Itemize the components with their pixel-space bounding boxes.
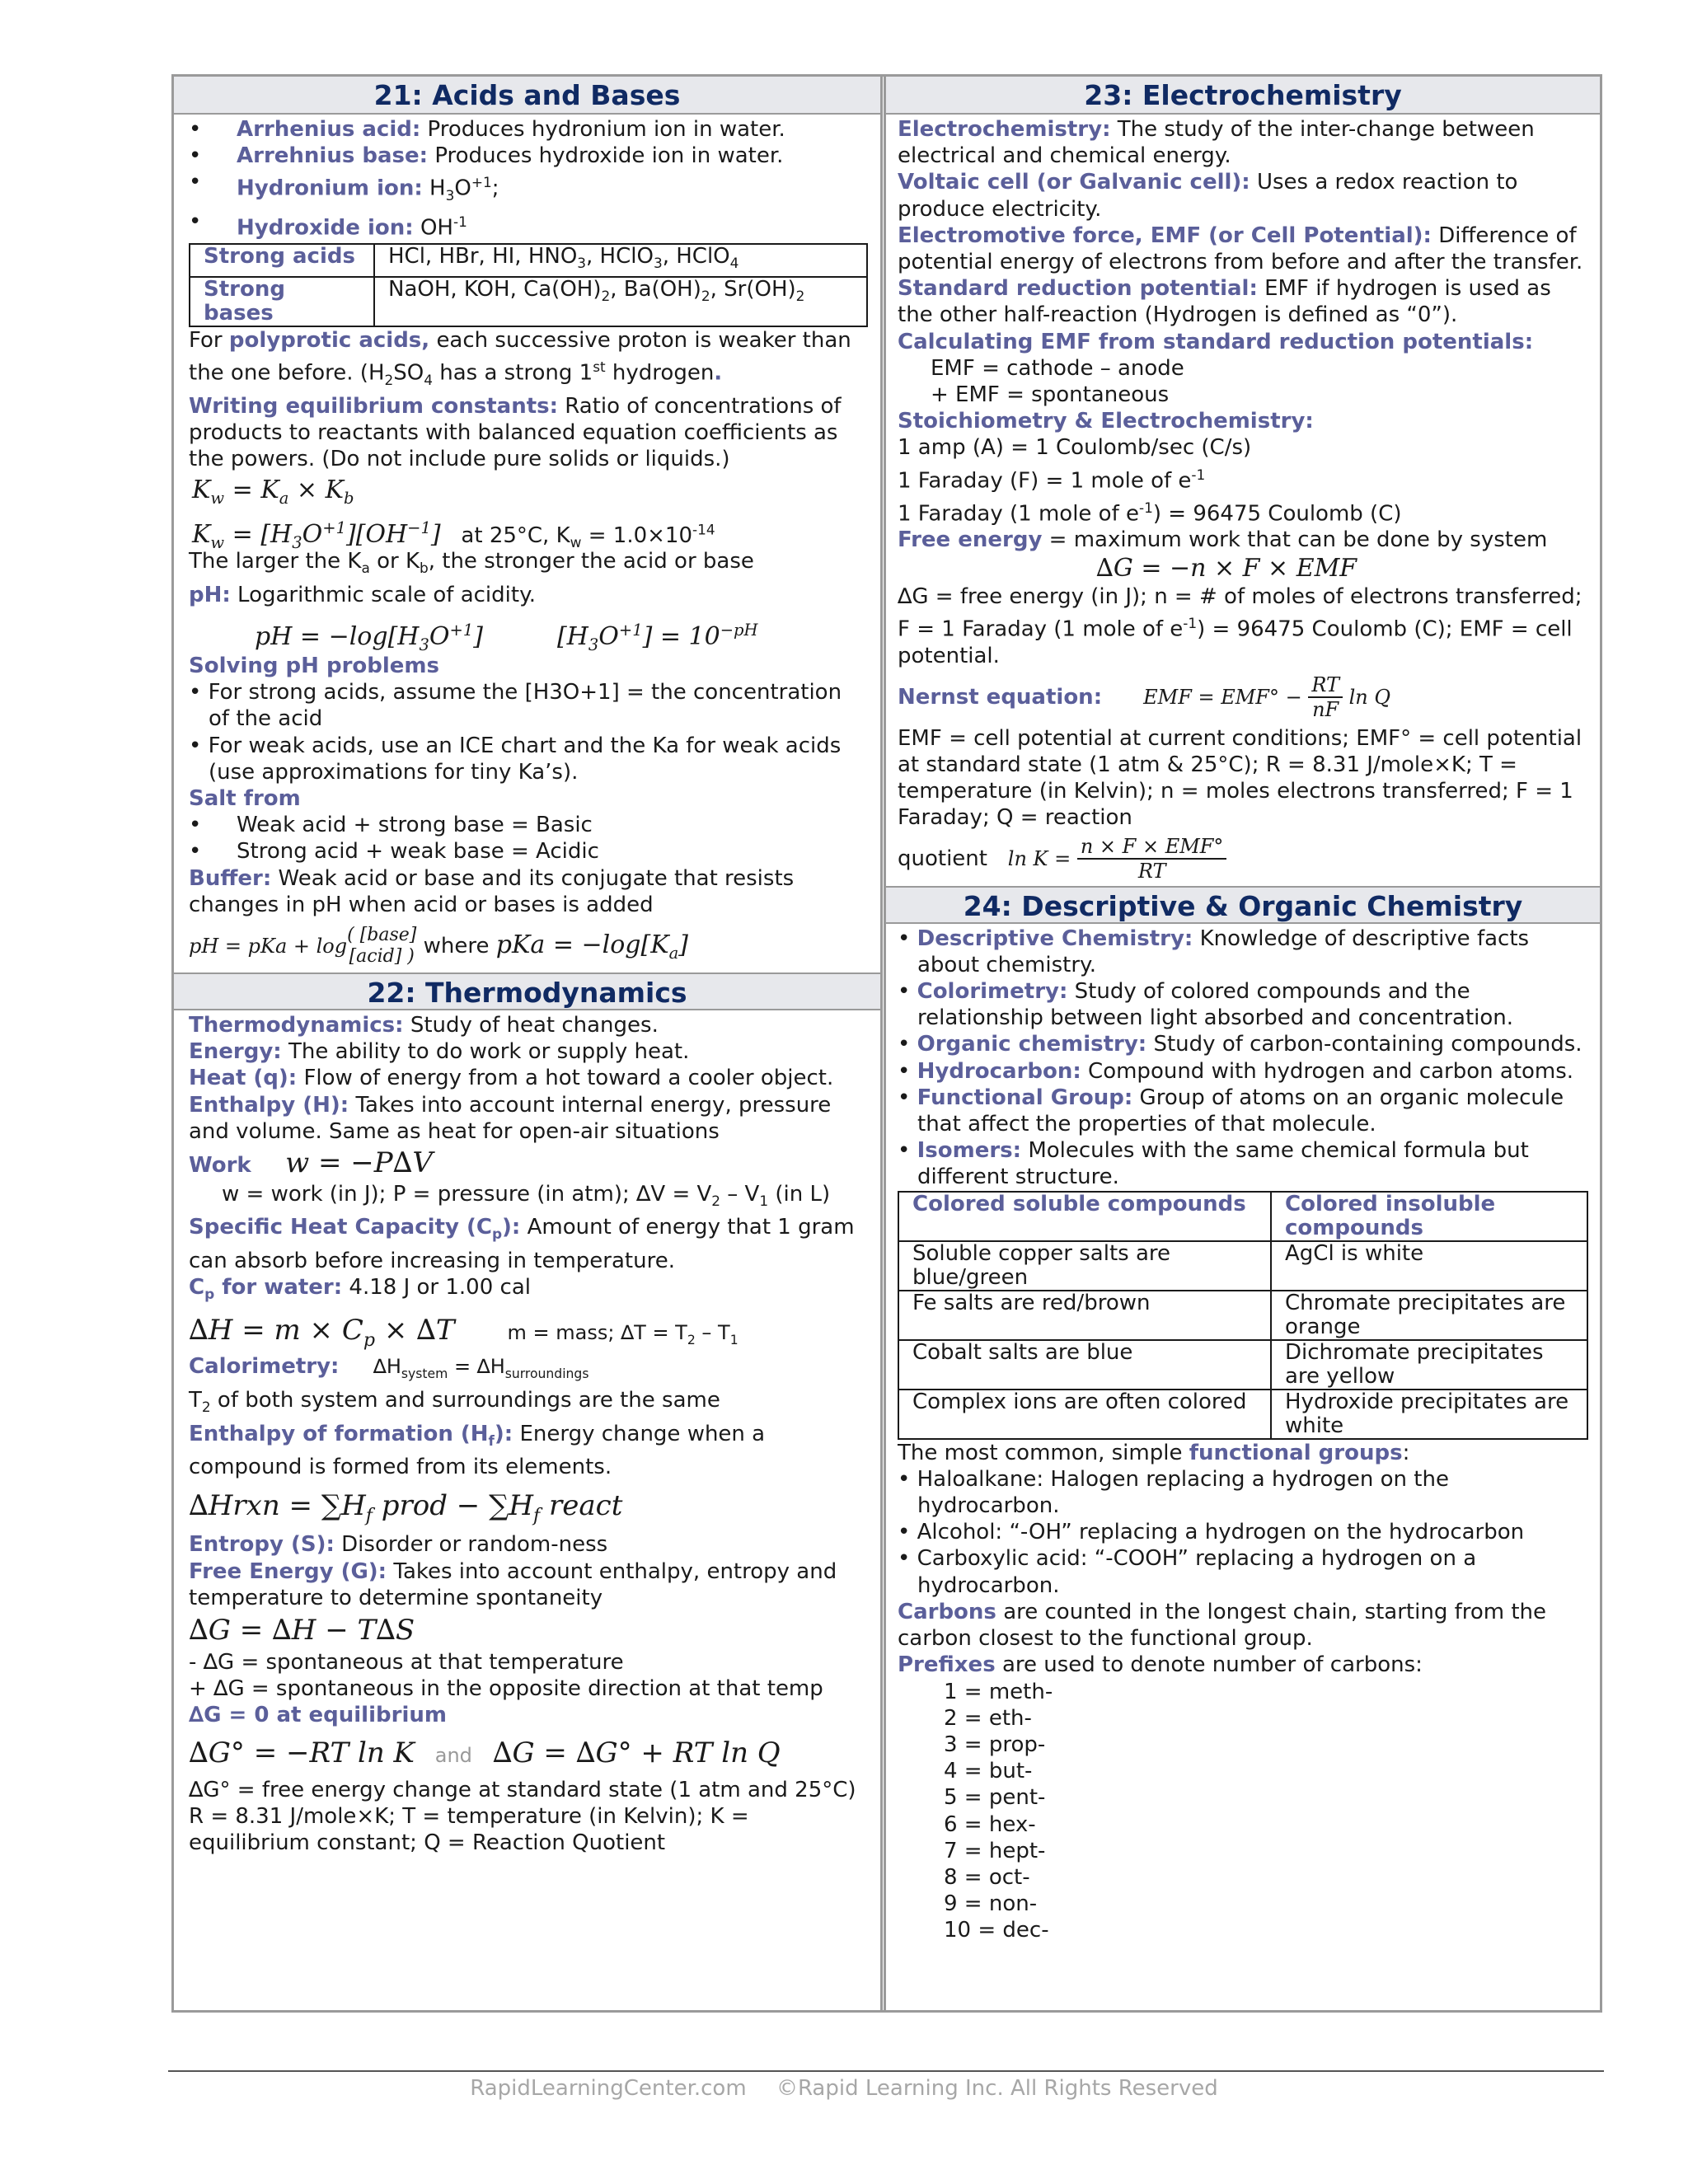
negative-dg: - ∆G = spontaneous at that temperature xyxy=(189,1649,624,1675)
section-21-title: 21: Acids and Bases xyxy=(174,77,880,115)
enthalpy-def: Enthalpy (H): Takes into account internal energy, pressure and volume. Same as heat for open-air situations xyxy=(189,1092,832,1144)
footer-site: RapidLearningCenter.com xyxy=(470,2076,747,2101)
salt-heading: Salt from xyxy=(189,785,301,811)
table-row: Complex ions are often colored Hydroxide precipitates are white xyxy=(898,1390,1587,1439)
dg-standard-equations: ∆G° = −RT ln K and ∆G = ∆G° + RT ln Q xyxy=(189,1736,781,1769)
emf-def: Electromotive force, EMF (or Cell Potential): Difference of potential energy of electrons from before and after the transfer. xyxy=(898,223,1583,275)
dg-equation: ∆G = ∆H − T∆S xyxy=(189,1613,415,1647)
calorimetry: Calorimetry: $\Delta H_{system} = \Delta H_{surroundings}$ xyxy=(189,1354,589,1382)
stoich-heading: Stoichiometry & Electrochemistry: xyxy=(898,409,1314,434)
electrochemistry-def: Electrochemistry: The study of the inter-change between electrical and chemical energy. xyxy=(898,117,1535,169)
salt-acidic: • Strong acid + weak base = Acidic xyxy=(189,838,869,865)
nernst-equation: Nernst equation: EMF = EMF° − RT nF ln Q xyxy=(898,673,1391,722)
solving-ph-strong: • For strong acids, assume the [H3O+1] = the concentration of the acid xyxy=(189,680,842,732)
descriptive-chemistry: • Descriptive Chemistry: Knowledge of descriptive facts about chemistry. xyxy=(898,926,1530,977)
positive-dg: + ∆G = spontaneous in the opposite direction at that temp xyxy=(189,1676,823,1702)
carbons-counting: Carbons are counted in the longest chain, starting from the carbon closest to the functional group. xyxy=(898,1599,1547,1652)
right-column xyxy=(886,77,1600,1944)
stoich-3: 1 Faraday (1 mole of $e^{-1}) = 96475$ Coulomb (C) xyxy=(898,499,1402,527)
section-22-title: 22: Thermodynamics xyxy=(174,972,880,1010)
functional-group: • Functional Group: Group of atoms on an organic molecule that affect the properties of that molecule. xyxy=(898,1085,1564,1137)
kw-condition: $K_w = [H_3O^{+1}][OH^{-1}]$ at 25°C, $K_w = 1.0\times 10^{-14}$ xyxy=(192,518,715,553)
list-item: 6 = hex- xyxy=(944,1811,1036,1837)
solving-ph-weak: • For weak acids, use an ICE chart and the Ka for weak acids (use approximations for tiny Ka’s). xyxy=(189,733,842,785)
footer-copyright: ©Rapid Learning Inc. All Rights Reserved xyxy=(776,2076,1218,2101)
stoich-2: 1 Faraday (F) = 1 mole of $e^{-1}$ xyxy=(898,466,1206,494)
hrxn-equation: ∆Hrxn = $\sum H_f$ prod − $\sum H_f$ react xyxy=(189,1489,623,1527)
table-header-row: Colored soluble compounds Colored insoluble compounds xyxy=(898,1192,1587,1241)
isomers: • Isomers: Molecules with the same chemical formula but different structure. xyxy=(898,1138,1529,1190)
list-item: 1 = meth- xyxy=(944,1679,1053,1704)
list-item: 4 = but- xyxy=(944,1759,1033,1784)
thermodynamics-def: Thermodynamics: Study of heat changes. xyxy=(189,1012,659,1038)
ln-k-equation: quotient ln K = n × F × EMF° RT xyxy=(898,832,1588,886)
buffer-definition: Buffer: Weak acid or base and its conjugate that resists changes in pH when acid or bases is added xyxy=(189,865,795,917)
larger-ka-kb: The larger the $K_a$ or $K_b$, the stronger the acid or base xyxy=(189,549,754,577)
arrhenius-acid: • Arrhenius acid: Produces hydronium ion in water. xyxy=(189,116,869,143)
left-column xyxy=(174,77,880,1856)
list-item: 8 = oct- xyxy=(944,1864,1030,1890)
solving-ph-heading: Solving pH problems xyxy=(189,653,439,678)
cheat-sheet-page xyxy=(171,74,1602,2013)
prefixes-intro: Prefixes are used to denote number of carbons: xyxy=(898,1652,1423,1678)
section-24-title: 24: Descriptive & Organic Chemistry xyxy=(886,886,1600,924)
alcohol: • Alcohol: “-OH” replacing a hydrogen on the hydrocarbon xyxy=(898,1520,1525,1545)
voltaic-cell-def: Voltaic cell (or Galvanic cell): Uses a redox reaction to produce electricity. xyxy=(898,170,1518,222)
salt-basic: • Weak acid + strong base = Basic xyxy=(189,812,869,838)
work-equation: Work w = −P∆V xyxy=(189,1146,433,1179)
section-21-body xyxy=(174,115,880,972)
polyprotic-acids: For polyprotic acids, each successive proton is weaker than the one before. ($H_2SO_4$ has a strong 1st hydrogen. xyxy=(189,327,851,388)
table-row: Soluble copper salts are blue/green AgCl is white xyxy=(898,1241,1587,1291)
hydrocarbon: • Hydrocarbon: Compound with hydrogen and carbon atoms. xyxy=(898,1058,1574,1084)
writing-equilibrium-constants: Writing equilibrium constants: Ratio of concentrations of products to reactants with balanced equation coefficients as the powers. (Do not include pure solids or liquids.) xyxy=(189,393,842,472)
calc-emf-2: + EMF = spontaneous xyxy=(931,382,1170,408)
kw-equation: $K_w = K_a \times K_b$ xyxy=(192,476,354,509)
nernst-variables: EMF = cell potential at current conditions; EMF° = cell potential at standard state (1 atm & 25°C); R = 8.31 J/mole×K; T = temperature (in Kelvin); n = moles electrons transferred; F = 1 Faraday; Q = reaction xyxy=(898,725,1582,831)
r-def: R = 8.31 J/mole×K; T = temperature (in Kelvin); K = equilibrium constant; Q = Reaction Quotient xyxy=(189,1803,749,1855)
calc-emf-1: EMF = cathode – anode xyxy=(931,355,1184,381)
organic-chemistry: • Organic chemistry: Study of carbon-containing compounds. xyxy=(898,1032,1582,1057)
cp-water: $C_p$ for water: 4.18 J or 1.00 cal xyxy=(189,1274,531,1303)
ph-definition: pH: Logarithmic scale of acidity. xyxy=(189,582,537,607)
colored-compounds-table xyxy=(898,1191,1588,1440)
hydronium-ion: • Hydronium ion: $H_3O^{+1}$; xyxy=(189,169,869,209)
haloalkane: • Haloalkane: Halogen replacing a hydrogen on the hydrocarbon. xyxy=(898,1466,1449,1519)
list-item: 9 = non- xyxy=(944,1891,1038,1917)
section-22-body xyxy=(174,1010,880,1856)
section-23-title: 23: Electrochemistry xyxy=(886,77,1600,115)
dg-variables: ∆G = free energy (in J); n = # of moles of electrons transferred; F = 1 Faraday (1 mole of $e^{-1}) = 96475$ Coulomb (C); EMF = cell potential. xyxy=(898,583,1582,668)
heat-def: Heat (q): Flow of energy from a hot toward a cooler object. xyxy=(189,1066,834,1091)
list-item: 5 = pent- xyxy=(944,1785,1046,1811)
dh-equation: $\Delta H = m \times C_p \times \Delta T$ m = mass; $\Delta T = T_2 - T_1$ xyxy=(189,1314,738,1352)
carboxylic-acid: • Carboxylic acid: “-COOH” replacing a hydrogen on a hydrocarbon. xyxy=(898,1546,1477,1598)
column-divider xyxy=(880,77,886,2010)
stoich-1: 1 amp (A) = 1 Coulomb/sec (C/s) xyxy=(898,435,1252,461)
table-row: Cobalt salts are blue Dichromate precipitates are yellow xyxy=(898,1340,1587,1390)
list-item: 7 = hept- xyxy=(944,1838,1046,1863)
work-def: w = work (in J); P = pressure (in atm); $\Delta V = V_2 - V_1$ (in L) xyxy=(222,1182,831,1210)
henderson-hasselbalch: pH = pKa + log( [base] [acid] ) where pKa = $-\log[K_a]$ xyxy=(189,925,688,968)
table-row: Fe salts are red/brown Chromate precipitates are orange xyxy=(898,1291,1587,1340)
list-item: 3 = prop- xyxy=(944,1732,1046,1757)
specific-heat-def: Specific Heat Capacity $(C_p)$: Amount of energy that 1 gram can absorb before increasing in temperature. xyxy=(189,1215,855,1273)
section-24-body xyxy=(886,924,1600,1944)
free-energy-def: Free energy = maximum work that can be done by system xyxy=(898,527,1548,553)
common-functional-groups: The most common, simple functional groups: xyxy=(898,1440,1410,1465)
dg-nfemf-equation: ∆G = −n × F × EMF xyxy=(1095,553,1357,583)
calorimetry-t2: $T_2$ of both system and surroundings are the same xyxy=(189,1388,720,1416)
ph-equations: pH = $-\log[H_3O^{+1}] [H_3O^{+1}] = 10^{-pH}$ xyxy=(255,620,758,654)
colorimetry: • Colorimetry: Study of colored compounds and the relationship between light absorbed and concentration. xyxy=(898,979,1514,1031)
hydroxide-ion: • Hydroxide ion: $OH^{-1}$ xyxy=(189,209,869,241)
calc-emf-heading: Calculating EMF from standard reduction potentials: xyxy=(898,329,1534,354)
section-23-body xyxy=(886,115,1600,886)
zero-dg: ∆G = 0 at equilibrium xyxy=(189,1703,447,1728)
footer-rule xyxy=(168,2070,1604,2072)
arrhenius-base: • Arrehnius base: Produces hydroxide ion in water. xyxy=(189,143,869,169)
enthalpy-formation: Enthalpy of formation $(H_f)$: Energy change when a compound is formed from its elements. xyxy=(189,1421,766,1480)
list-item: 10 = dec- xyxy=(944,1918,1049,1943)
dg0-def: ∆G° = free energy change at standard state (1 atm and 25°C) xyxy=(189,1777,856,1802)
free-energy-def: Free Energy (G): Takes into account enthalpy, entropy and temperature to determine spontaneity xyxy=(189,1558,837,1610)
energy-def: Energy: The ability to do work or supply heat. xyxy=(189,1039,690,1065)
strong-acids-bases-table: Strong acids HCl, HBr, HI, $HNO_3$, HClO$_3$, HClO$_4$ Strong bases NaOH, KOH, $Ca(OH)_2$, $Ba(OH)_2$, $Sr(OH)_2$ xyxy=(189,243,868,326)
footer xyxy=(0,2074,1688,2103)
list-item: 2 = eth- xyxy=(944,1705,1032,1731)
entropy-def: Entropy (S): Disorder or random-ness xyxy=(189,1532,608,1558)
srp-def: Standard reduction potential: EMF if hydrogen is used as the other half-reaction (Hydrogen is defined as “0”). xyxy=(898,276,1551,328)
